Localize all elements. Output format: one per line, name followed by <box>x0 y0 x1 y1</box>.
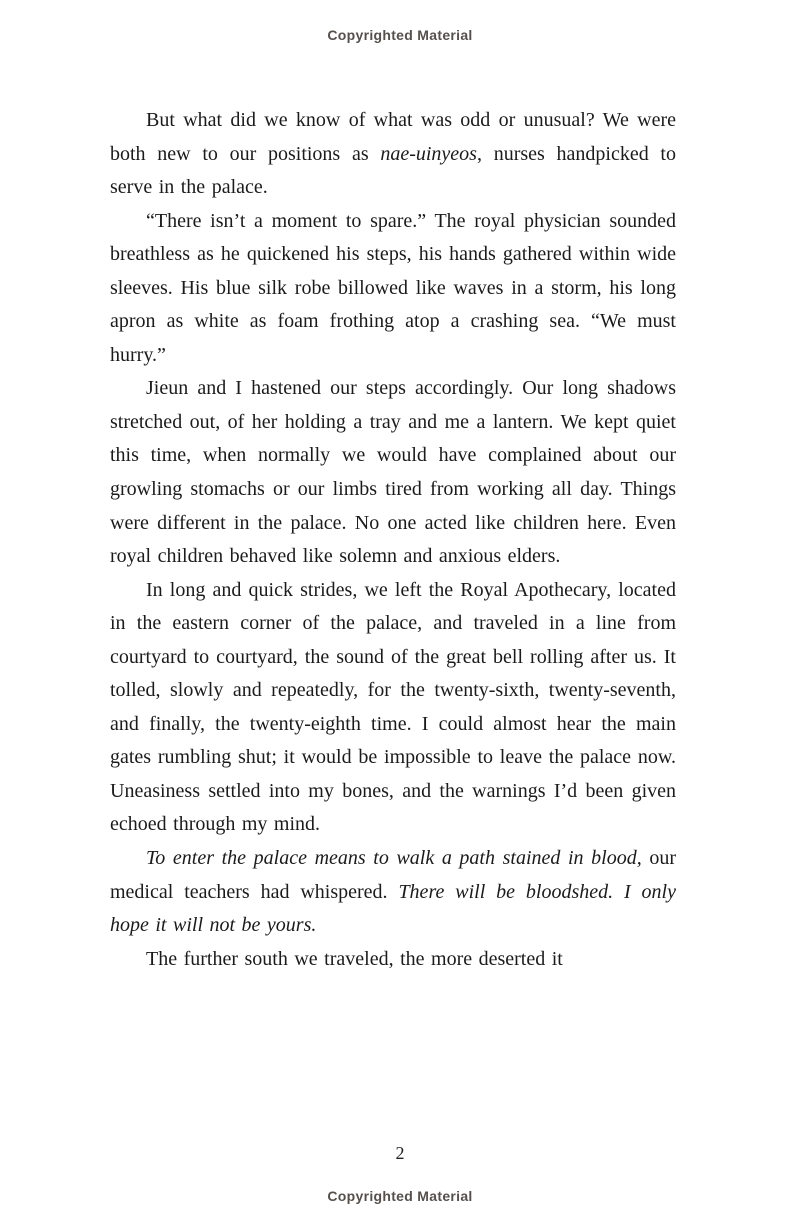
text-run: our medical teachers had whispered. <box>110 847 676 903</box>
text-run: “There isn’t a moment to spare.” The royal physician sounded breathless as he quickened his steps, his hands gathered within wide sleeves. His blue silk robe billowed like waves in a storm, his long apron as white as foam frothing atop a crashing sea. “We must hurry.” <box>110 209 676 366</box>
page-number: 2 <box>395 1143 405 1163</box>
paragraph <box>110 104 676 205</box>
italic-text-run: There will be bloodshed. I only hope it will not be yours. <box>110 880 676 937</box>
copyright-notice-bottom: Copyrighted Material <box>327 1188 473 1204</box>
text-run: The further south we traveled, the more deserted it <box>146 947 563 970</box>
text-run: , nurses handpicked to serve in the palace. <box>110 142 676 199</box>
paragraph <box>110 372 676 573</box>
copyright-notice-top: Copyrighted Material <box>327 27 473 43</box>
text-run: But what did we know of what was odd or unusual? We were both new to our positions as <box>110 109 676 165</box>
italic-text-run: nae-uinyeos <box>380 142 477 165</box>
paragraph <box>110 842 676 943</box>
paragraph <box>110 205 676 373</box>
paragraph <box>110 943 676 977</box>
text-run: In long and quick strides, we left the Royal Apothecary, located in the eastern corner of the palace, and traveled in a line from courtyard to courtyard, the sound of the great bell rolling after us. It tolled, slowly and repeatedly, for the twenty-sixth, twenty-seventh, and finally, the twenty-eighth time. I could almost hear the main gates rumbling shut; it would be impossible to leave the palace now. Uneasiness settled into my bones, and the warnings I’d been given echoed through my mind. <box>110 578 676 836</box>
italic-text-run: To enter the palace means to walk a path stained in blood, <box>146 847 642 870</box>
paragraph <box>110 574 676 842</box>
text-run: Jieun and I hastened our steps accordingly. Our long shadows stretched out, of her holding a tray and me a lantern. We kept quiet this time, when normally we would have complained about our growling stomachs or our limbs tired from working all day. Things were different in the palace. No one acted like children here. Even royal children behaved like solemn and anxious elders. <box>110 377 676 568</box>
page-body <box>110 104 676 976</box>
